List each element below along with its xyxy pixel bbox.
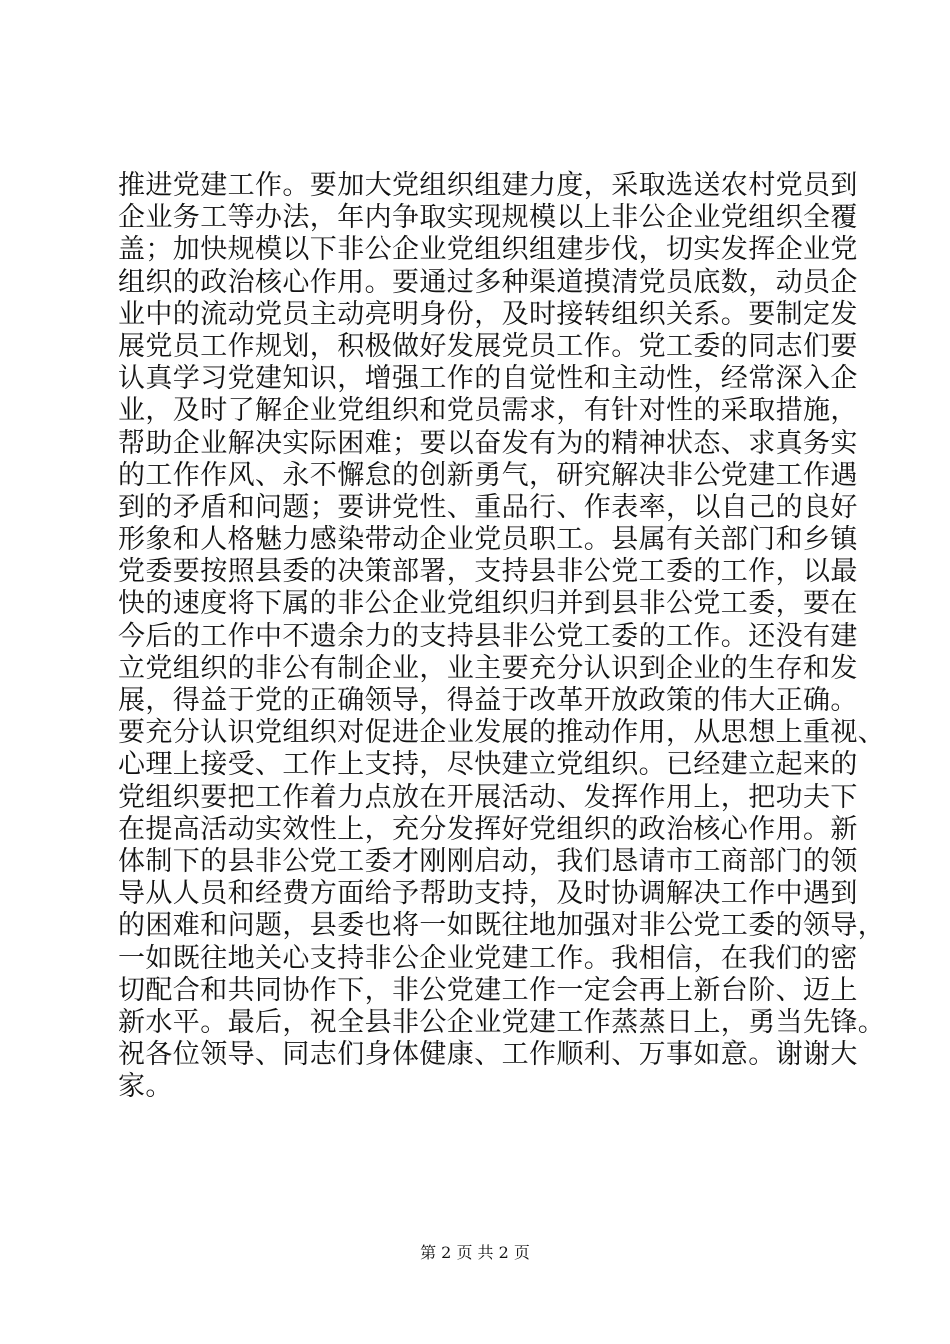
text-line: 党委要按照县委的决策部署，支持县非公党工委的工作，以最 — [118, 556, 858, 588]
text-line: 心理上接受、工作上支持，尽快建立党组织。已经建立起来的 — [118, 749, 858, 781]
text-line: 家。 — [118, 1071, 173, 1103]
text-line: 推进党建工作。要加大党组织组建力度，采取选送农村党员到 — [118, 170, 858, 201]
text-line: 一如既往地关心支持非公企业党建工作。我相信，在我们的密 — [118, 942, 858, 974]
text-line: 今后的工作中不遗余力的支持县非公党工委的工作。还没有建 — [118, 620, 858, 652]
text-line: 组织的政治核心作用。要通过多种渠道摸清党员底数，动员企 — [118, 266, 858, 298]
text-line: 的困难和问题，县委也将一如既往地加强对非公党工委的领导， — [118, 910, 886, 942]
text-line: 要充分认识党组织对促进企业发展的推动作用，从思想上重视、 — [118, 717, 886, 749]
text-line: 展党员工作规划，积极做好发展党员工作。党工委的同志们要 — [118, 330, 858, 362]
page-number-footer: 第 2 页 共 2 页 — [420, 1243, 530, 1262]
text-line: 盖；加快规模以下非公企业党组织组建步伐，切实发挥企业党 — [118, 234, 858, 266]
text-line: 业中的流动党员主动亮明身份，及时接转组织关系。要制定发 — [118, 298, 858, 330]
text-line: 在提高活动实效性上，充分发挥好党组织的政治核心作用。新 — [118, 813, 858, 845]
text-line: 的工作作风、永不懈怠的创新勇气，研究解决非公党建工作遇 — [118, 459, 858, 491]
text-line: 切配合和共同协作下，非公党建工作一定会再上新台阶、迈上 — [118, 974, 858, 1006]
text-line: 立党组织的非公有制企业，业主要充分认识到企业的生存和发 — [118, 652, 858, 684]
body-text — [118, 170, 886, 1103]
text-line: 体制下的县非公党工委才刚刚启动，我们恳请市工商部门的领 — [118, 845, 858, 877]
text-line: 展，得益于党的正确领导，得益于改革开放政策的伟大正确。 — [118, 685, 858, 716]
text-line: 祝各位领导、同志们身体健康、工作顺利、万事如意。谢谢大 — [118, 1039, 858, 1071]
text-line: 快的速度将下属的非公企业党组织归并到县非公党工委，要在 — [118, 588, 858, 620]
text-line: 党组织要把工作着力点放在开展活动、发挥作用上，把功夫下 — [118, 781, 858, 813]
text-line: 企业务工等办法，年内争取实现规模以上非公企业党组织全覆 — [118, 202, 858, 234]
text-line: 到的矛盾和问题；要讲党性、重品行、作表率，以自己的良好 — [118, 491, 858, 523]
text-line: 业，及时了解企业党组织和党员需求，有针对性的采取措施， — [118, 395, 858, 427]
text-line: 导从人员和经费方面给予帮助支持，及时协调解决工作中遇到 — [118, 878, 858, 910]
text-line: 认真学习党建知识，增强工作的自觉性和主动性，经常深入企 — [118, 363, 858, 395]
text-line: 帮助企业解决实际困难；要以奋发有为的精神状态、求真务实 — [118, 427, 858, 459]
text-line: 形象和人格魅力感染带动企业党员职工。县属有关部门和乡镇 — [118, 524, 858, 556]
text-line: 新水平。最后，祝全县非公企业党建工作蒸蒸日上，勇当先锋。 — [118, 1006, 886, 1038]
